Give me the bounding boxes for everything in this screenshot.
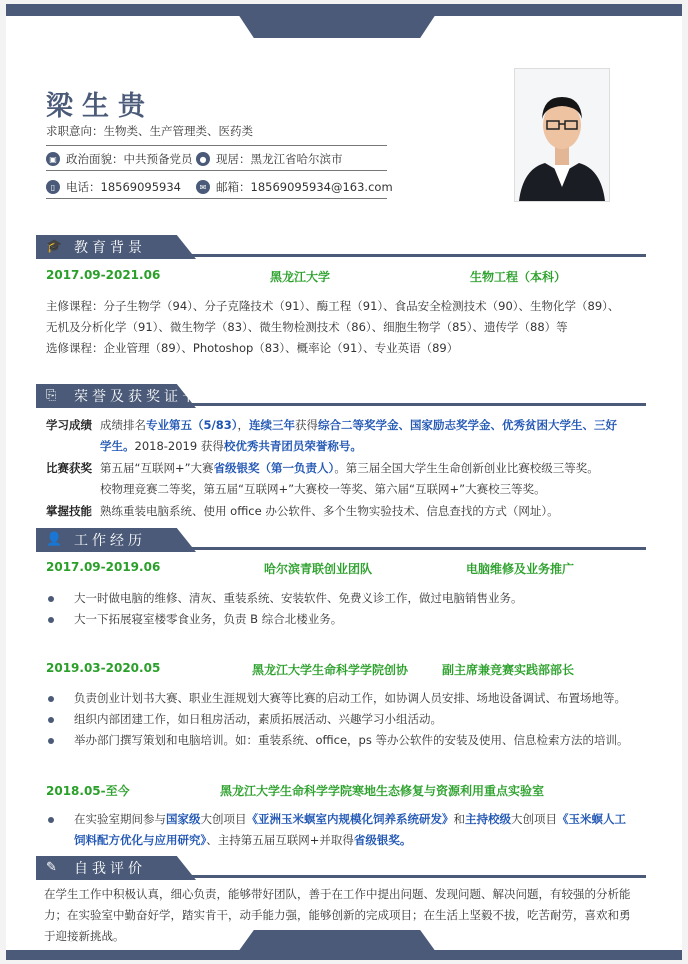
course-line: 主修课程：分子生物学（94）、分子克隆技术（91）、酶工程（91）、食品安全检测技术（90）、生物化学（89）、 — [46, 299, 620, 313]
email-row — [196, 179, 393, 195]
education-row — [46, 268, 646, 286]
work-list-3 — [46, 809, 646, 851]
competition-line-2: 校物理竞赛二等奖，第五届“互联网+”大赛校一等奖、第六届“互联网+”大赛校三等奖。 — [100, 482, 546, 496]
email-text: 邮箱：18569095934@163.com — [216, 180, 393, 194]
award-text: 省级银奖。 — [353, 833, 412, 847]
highlight-text: 连续三年 — [248, 418, 295, 432]
list-item: 大一时做电脑的维修、清灰、重装系统、安装软件、免费义诊工作，做过电脑销售业务。 — [46, 588, 646, 609]
divider — [46, 170, 387, 171]
divider — [46, 145, 387, 146]
project-title: 饲料配方优化与应用研究》 — [74, 833, 207, 847]
pencil-icon: ✎ — [46, 860, 57, 875]
text: 大创项目 — [200, 812, 247, 826]
person-icon: 👤 — [46, 532, 63, 547]
resume-page — [6, 4, 682, 960]
list-item: 大一下拓展寝室楼零食业务，负责 B 综合北楼业务。 — [46, 609, 646, 630]
education-school: 黑龙江大学 — [270, 270, 331, 284]
competition-label: 比赛获奖 — [46, 461, 92, 475]
education-courses — [46, 296, 646, 359]
text: 。第三届全国大学生生命创新创业比赛校级三等奖。 — [334, 461, 599, 475]
competition-line-1 — [100, 458, 599, 479]
skill-text: 熟练重装电脑系统、使用 office 办公软件、多个生物实验技术、信息查找的方式（网址）。 — [100, 504, 559, 518]
work-date: 2018.05-至今 — [46, 784, 130, 798]
highlight-text: 国家级 — [166, 812, 201, 826]
study-label: 学习成绩 — [46, 418, 92, 432]
phone-icon: ▯ — [46, 180, 60, 194]
text: 、主持第五届互联网+并取得 — [206, 833, 354, 847]
badge-icon: ▣ — [46, 152, 60, 166]
course-line: 选修课程：企业管理（89）、Photoshop（83）、概率论（91）、专业英语（89） — [46, 341, 459, 355]
address-text: 现居：黑龙江省哈尔滨市 — [216, 152, 343, 166]
scholarship-text: 综合二等奖学金、国家励志奖学金、优秀贫困大学生、三好 — [317, 418, 617, 432]
text: 大创项目 — [511, 812, 557, 826]
profile-photo — [514, 68, 610, 202]
highlight-text: 学生。 — [100, 439, 135, 453]
work-list-2 — [46, 688, 646, 751]
work-org: 黑龙江大学生命科学学院寒地生态修复与资源利用重点实验室 — [220, 784, 545, 798]
self-line: 力；在实验室中勤奋好学，踏实肯干，动手能力强，能够创新的完成项目；在生活上坚毅不拔，吃苦耐劳，喜欢和勇 — [44, 908, 631, 922]
work-date: 2019.03-2020.05 — [46, 661, 161, 675]
work-row-1 — [46, 560, 646, 578]
text: 获得 — [294, 418, 318, 432]
work-row-3 — [46, 782, 646, 800]
text: 第五届“互联网+”大赛 — [100, 461, 214, 475]
section-title: 自我评价 — [74, 861, 146, 877]
phone-text: 电话：18569095934 — [66, 180, 181, 194]
work-role: 电脑维修及业务推广 — [466, 562, 575, 576]
project-title: 《玉米螟人工 — [557, 812, 626, 826]
course-line: 无机及分析化学（91）、微生物学（83）、微生物检测技术（86）、细胞生物学（85）、遗传学（88）等 — [46, 320, 568, 334]
section-title: 荣誉及获奖证书 — [74, 389, 200, 405]
candidate-name: 梁生贵 — [46, 91, 154, 122]
education-major: 生物工程（本科） — [470, 270, 567, 284]
rank-text: 专业第五（5/83） — [146, 418, 238, 432]
list-item: 组织内部团建工作，如日租房活动，素质拓展活动、兴趣学习小组活动。 — [46, 709, 646, 730]
study-line-1 — [100, 415, 617, 436]
skill-label: 掌握技能 — [46, 504, 92, 518]
graduation-cap-icon: 🎓 — [46, 239, 63, 254]
text: 成绩排名 — [100, 418, 146, 432]
email-icon: ✉ — [196, 180, 210, 194]
list-item: 举办部门撰写策划和电脑培训。如：重装系统、office，ps 等办公软件的安装及使用、信息检索方法的培训。 — [46, 730, 646, 751]
project-title: 《亚洲玉米螟室内规模化饲养系统研发》 — [246, 812, 454, 826]
work-role: 副主席兼竞赛实践部部长 — [442, 663, 575, 677]
self-line: 于迎接新挑战。 — [44, 929, 125, 943]
work-org: 哈尔滨青联创业团队 — [264, 562, 373, 576]
phone-row — [46, 179, 181, 195]
work-list-1 — [46, 588, 646, 630]
location-icon: ● — [196, 152, 210, 166]
education-date: 2017.09-2021.06 — [46, 268, 161, 282]
bottom-tab — [238, 930, 436, 952]
education-section-header — [36, 235, 648, 259]
work-section-header — [36, 528, 648, 552]
self-line: 在学生工作中积极认真，细心负责，能够带好团队，善于在工作中提出问题、发现问题、解决问题，有较强的分析能 — [44, 887, 631, 901]
certificate-icon: ⎘ — [46, 388, 57, 403]
honor-text: 校优秀共青团员荣誉称号。 — [223, 439, 362, 453]
divider — [46, 198, 387, 199]
list-item — [46, 809, 646, 830]
study-line-2 — [100, 436, 362, 457]
section-title: 工作经历 — [74, 533, 146, 549]
list-item: 负责创业计划书大赛、职业生涯规划大赛等比赛的启动工作，如协调人员安排、场地设备调试、布置场地等。 — [46, 688, 646, 709]
text: 在实验室期间参与 — [74, 812, 166, 826]
self-section-header — [36, 856, 648, 880]
bottom-bar — [6, 950, 682, 960]
text: 2018-2019 获得 — [134, 439, 224, 453]
address-row — [196, 151, 343, 167]
award-text: 省级银奖（第一负责人） — [213, 461, 335, 475]
political-row — [46, 151, 193, 167]
job-intent: 求职意向：生物类、生产管理类、医药类 — [46, 124, 253, 138]
section-title: 教育背景 — [74, 240, 146, 256]
text: ， — [237, 418, 249, 432]
political-text: 政治面貌：中共预备党员 — [66, 152, 193, 166]
work-row-2 — [46, 661, 646, 679]
list-item-continuation — [46, 830, 646, 851]
highlight-text: 主持校级 — [465, 812, 511, 826]
work-org: 黑龙江大学生命科学学院创协 — [252, 663, 409, 677]
top-tab — [238, 14, 436, 38]
text: 和 — [453, 812, 465, 826]
honors-section-header — [36, 384, 648, 408]
work-date: 2017.09-2019.06 — [46, 560, 161, 574]
